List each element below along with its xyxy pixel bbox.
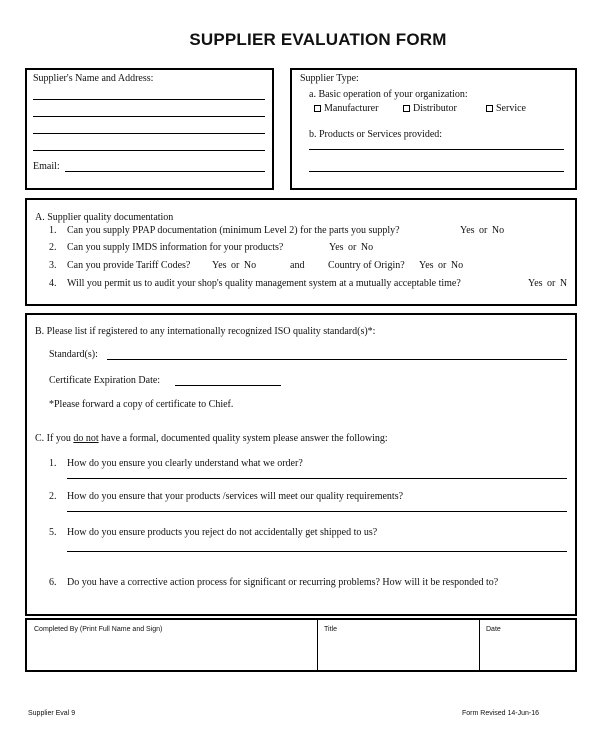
date-label: Date xyxy=(486,626,501,633)
completed-by-label: Completed By (Print Full Name and Sign) xyxy=(34,626,163,633)
supplier-name-box xyxy=(25,68,274,190)
service-checkbox[interactable] xyxy=(486,105,493,112)
answer-c1-field[interactable] xyxy=(67,478,567,479)
answer-4[interactable]: Yes or N xyxy=(528,278,568,289)
basic-operation-label: a. Basic operation of your organization: xyxy=(309,89,468,100)
supplier-name-label: Supplier's Name and Address: xyxy=(33,73,154,84)
products-line-2[interactable] xyxy=(309,171,564,172)
answer-1[interactable]: Yes or No xyxy=(460,225,505,236)
answer-c5-field[interactable] xyxy=(67,551,567,552)
email-field[interactable] xyxy=(65,171,265,172)
answer-2[interactable]: Yes or No xyxy=(329,242,374,253)
manufacturer-checkbox[interactable] xyxy=(314,105,321,112)
section-c-heading: C. If you do not have a formal, documented quality system please answer the following: xyxy=(35,433,388,444)
section-c-question-5: 5. How do you ensure products you reject do not accidentally get shipped to us? xyxy=(49,527,378,538)
standards-label: Standard(s): xyxy=(49,349,98,360)
section-c-question-1: 1. How do you ensure you clearly understand what we order? xyxy=(49,458,303,469)
supplier-type-box xyxy=(290,68,577,190)
option-distributor[interactable]: Distributor xyxy=(403,103,457,115)
option-manufacturer[interactable]: Manufacturer xyxy=(314,103,378,115)
signature-divider-2 xyxy=(479,620,480,670)
distributor-checkbox[interactable] xyxy=(403,105,410,112)
section-bc-box xyxy=(25,313,577,616)
expiration-label: Certificate Expiration Date: xyxy=(49,375,161,386)
title-label: Title xyxy=(324,626,337,633)
option-service[interactable]: Service xyxy=(486,103,526,115)
address-line-1[interactable] xyxy=(33,99,265,100)
section-a-question-3: 3. Can you provide Tariff Codes? xyxy=(49,260,191,271)
section-a-question-2: 2. Can you supply IMDS information for your products? xyxy=(49,242,284,253)
certificate-note: *Please forward a copy of certificate to Chief. xyxy=(49,399,234,410)
section-c-question-2: 2. How do you ensure that your products /services will meet our quality requirements? xyxy=(49,491,404,502)
supplier-type-label: Supplier Type: xyxy=(300,73,359,84)
footer-left: Supplier Eval 9 xyxy=(28,710,76,717)
section-a-question-1: 1. Can you supply PPAP documentation (minimum Level 2) for the parts you supply? xyxy=(49,225,400,236)
address-line-2[interactable] xyxy=(33,116,265,117)
signature-divider-1 xyxy=(317,620,318,670)
answer-3b[interactable]: Yes or No xyxy=(419,260,464,271)
products-line-1[interactable] xyxy=(309,149,564,150)
section-a-heading: A. Supplier quality documentation xyxy=(35,212,174,223)
country-of-origin-text: Country of Origin? xyxy=(328,260,405,271)
section-c-question-6: 6. Do you have a corrective action process for significant or recurring problems? How will it be responded to? xyxy=(49,577,499,588)
signature-box xyxy=(25,618,577,672)
email-label: Email: xyxy=(33,161,60,172)
answer-3[interactable]: Yes or No xyxy=(212,260,257,271)
form-title: SUPPLIER EVALUATION FORM xyxy=(189,30,447,49)
address-line-4[interactable] xyxy=(33,150,265,151)
and-text: and xyxy=(290,260,305,271)
section-a-question-4: 4. Will you permit us to audit your shop's quality management system at a mutually acceptable time? xyxy=(49,278,461,289)
footer-right: Form Revised 14-Jun-16 xyxy=(462,710,540,717)
products-services-label: b. Products or Services provided: xyxy=(309,129,443,140)
address-line-3[interactable] xyxy=(33,133,265,134)
standards-field[interactable] xyxy=(107,359,567,360)
section-b-heading: B. Please list if registered to any internationally recognized ISO quality standard(s)*: xyxy=(35,326,376,337)
section-a-box xyxy=(25,198,577,306)
expiration-field[interactable] xyxy=(175,385,281,386)
answer-c2-field[interactable] xyxy=(67,511,567,512)
